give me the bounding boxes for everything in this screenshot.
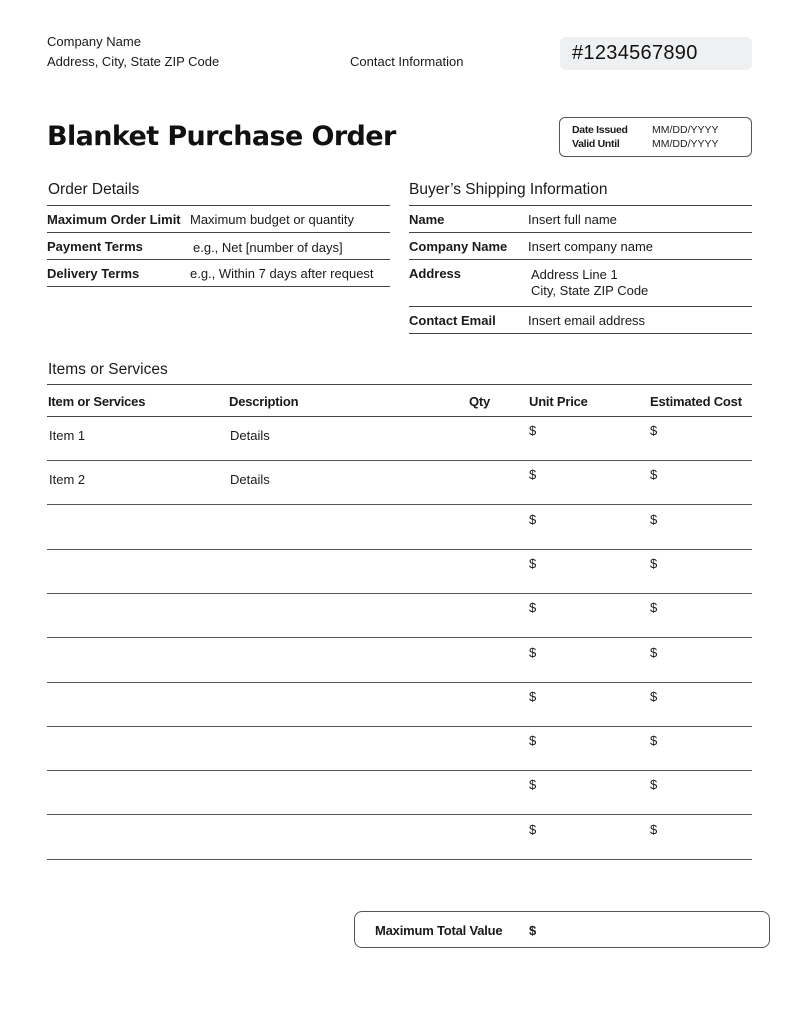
description-cell: Details bbox=[230, 428, 270, 443]
unit-price-cell: $ bbox=[529, 423, 537, 438]
table-row bbox=[47, 461, 752, 505]
order-detail-row bbox=[47, 206, 390, 233]
table-row bbox=[47, 771, 752, 815]
maximum-total-box bbox=[354, 911, 770, 948]
contact-information: Contact Information bbox=[350, 54, 464, 69]
estimated-cost-cell: $ bbox=[650, 423, 658, 438]
valid-until-value: MM/DD/YYYY bbox=[652, 138, 719, 150]
date-issued-label: Date Issued bbox=[572, 124, 628, 136]
unit-price-cell: $ bbox=[529, 600, 537, 616]
estimated-cost-cell: $ bbox=[650, 777, 658, 793]
estimated-cost-cell: $ bbox=[650, 644, 658, 660]
company-name: Company Name bbox=[47, 34, 141, 49]
date-issued-row bbox=[572, 124, 719, 136]
company-address: Address, City, State ZIP Code bbox=[47, 54, 220, 69]
shipping-row bbox=[409, 260, 752, 307]
date-issued-value: MM/DD/YYYY bbox=[652, 124, 719, 136]
unit-price-cell: $ bbox=[529, 644, 537, 660]
shipping-value: Address Line 1 bbox=[531, 267, 618, 282]
estimated-cost-cell: $ bbox=[650, 511, 658, 527]
shipping-label: Contact Email bbox=[409, 313, 496, 328]
shipping-row bbox=[409, 233, 752, 260]
po-number-box bbox=[560, 37, 752, 70]
shipping-value: Insert full name bbox=[528, 212, 617, 227]
order-details-title: Order Details bbox=[48, 181, 140, 198]
unit-price-cell: $ bbox=[529, 511, 537, 527]
column-header-estimated-cost: Estimated Cost bbox=[650, 394, 742, 409]
estimated-cost-cell: $ bbox=[650, 600, 658, 616]
order-detail-row bbox=[47, 233, 390, 260]
order-detail-label: Delivery Terms bbox=[47, 266, 140, 281]
shipping-label: Company Name bbox=[409, 239, 508, 254]
estimated-cost-cell: $ bbox=[650, 821, 658, 837]
table-row bbox=[47, 683, 752, 727]
unit-price-cell: $ bbox=[529, 821, 537, 837]
table-row bbox=[47, 594, 752, 638]
unit-price-cell: $ bbox=[529, 467, 537, 483]
table-row bbox=[47, 727, 752, 771]
order-detail-value: Maximum budget or quantity bbox=[190, 212, 355, 227]
valid-until-label: Valid Until bbox=[572, 138, 620, 150]
estimated-cost-cell: $ bbox=[650, 688, 658, 704]
item-cell: Item 2 bbox=[49, 472, 86, 488]
po-number: #1234567890 bbox=[572, 42, 698, 64]
item-cell: Item 1 bbox=[49, 428, 86, 443]
valid-until-row bbox=[572, 138, 719, 150]
unit-price-cell: $ bbox=[529, 688, 537, 704]
unit-price-cell: $ bbox=[529, 777, 537, 793]
table-row bbox=[47, 816, 752, 860]
items-title: Items or Services bbox=[48, 361, 168, 378]
order-detail-label: Maximum Order Limit bbox=[47, 212, 181, 227]
shipping-table bbox=[409, 206, 752, 334]
table-row bbox=[47, 506, 752, 550]
unit-price-cell: $ bbox=[529, 733, 537, 749]
shipping-label: Name bbox=[409, 212, 445, 227]
shipping-row bbox=[409, 307, 752, 334]
maximum-total-value: $ bbox=[529, 923, 537, 938]
shipping-value: Insert company name bbox=[528, 239, 654, 254]
order-details-table bbox=[47, 206, 390, 288]
column-header-description: Description bbox=[229, 394, 299, 409]
page-title: Blanket Purchase Order bbox=[47, 121, 396, 152]
estimated-cost-cell: $ bbox=[650, 733, 658, 749]
table-row bbox=[47, 550, 752, 594]
order-detail-value: e.g., Within 7 days after request bbox=[190, 266, 374, 281]
order-detail-row bbox=[47, 260, 390, 287]
column-header-unit-price: Unit Price bbox=[529, 394, 588, 409]
unit-price-cell: $ bbox=[529, 555, 537, 571]
table-row bbox=[47, 639, 752, 683]
column-header-item: Item or Services bbox=[48, 394, 146, 409]
description-cell: Details bbox=[230, 472, 270, 488]
shipping-value-line2: City, State ZIP Code bbox=[531, 283, 649, 298]
shipping-value: Insert email address bbox=[528, 313, 646, 328]
shipping-row bbox=[409, 206, 752, 233]
shipping-title: Buyer’s Shipping Information bbox=[409, 181, 608, 198]
column-header-qty: Qty bbox=[469, 394, 491, 409]
dates-box bbox=[559, 117, 752, 157]
estimated-cost-cell: $ bbox=[650, 467, 658, 483]
divider bbox=[47, 384, 752, 385]
maximum-total-label: Maximum Total Value bbox=[375, 923, 503, 938]
order-detail-value: e.g., Net [number of days] bbox=[193, 240, 343, 255]
order-detail-label: Payment Terms bbox=[47, 239, 143, 254]
shipping-label: Address bbox=[409, 266, 462, 281]
table-row bbox=[47, 417, 752, 461]
estimated-cost-cell: $ bbox=[650, 555, 658, 571]
